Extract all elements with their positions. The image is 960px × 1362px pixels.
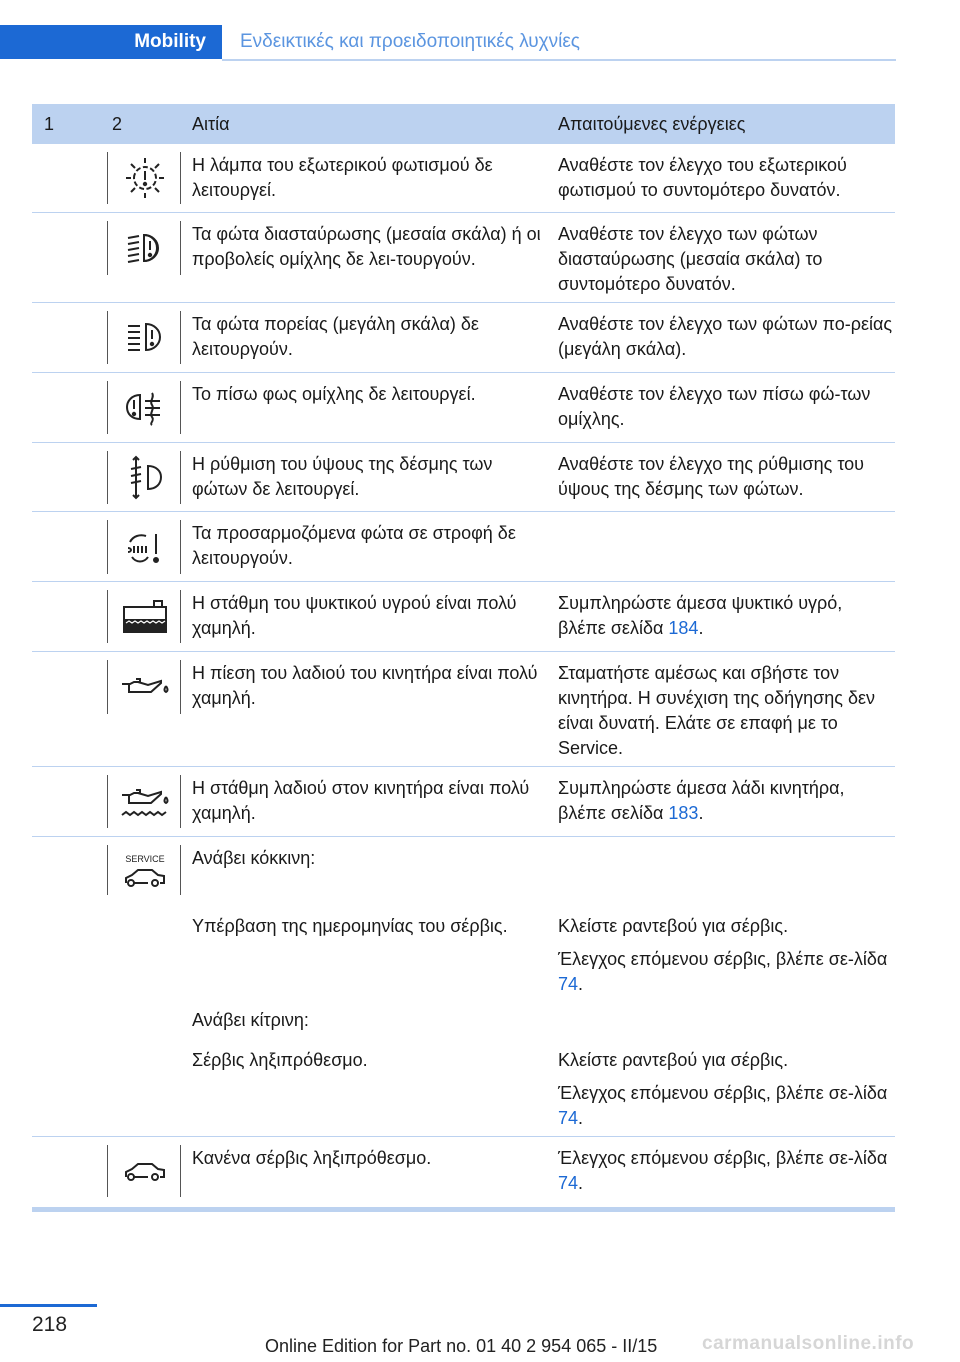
page-link-74[interactable]: 74 — [558, 1173, 579, 1193]
page-link-184[interactable]: 184 — [668, 618, 699, 638]
action-text: Έλεγχος επόμενου σέρβις, βλέπε σε-λίδα 74. — [558, 1148, 888, 1193]
table-row — [32, 373, 895, 443]
cause-text: Κανένα σέρβις ληξιπρόθεσμο. — [192, 1148, 432, 1168]
rear-fog-light-warning-icon — [107, 381, 181, 434]
table-bottom-rule — [32, 1207, 895, 1212]
service-yellow-action: Κλείστε ραντεβού για σέρβις. — [558, 1050, 789, 1070]
column-header-2: 2 — [112, 114, 123, 134]
page-link-74[interactable]: 74 — [558, 974, 579, 994]
action-text: Σταματήστε αμέσως και σβήστε τον κινητήρα. Η συνέχιση της οδήγησης δεν είναι δυνατή. Ελάτε σε επαφή με το Service. — [558, 663, 876, 758]
cause-text: Τα φώτα πορείας (μεγάλη σκάλα) δε λειτουργούν. — [192, 314, 479, 359]
service-yellow-heading: Ανάβει κίτρινη: — [192, 1010, 309, 1030]
table-row — [32, 767, 895, 837]
section-tab-mobility[interactable]: Mobility — [0, 25, 222, 59]
action-text: Αναθέστε τον έλεγχο των πίσω φώ-των ομίχλης. — [558, 384, 871, 429]
action-text: Αναθέστε τον έλεγχο του εξωτερικού φωτισμού το συντομότερο δυνατόν. — [558, 155, 847, 200]
action-text: Αναθέστε τον έλεγχο της ρύθμισης του ύψους της δέσμης των φώτων. — [558, 454, 865, 499]
chapter-title[interactable]: Ενδεικτικές και προειδοποιητικές λυχνίες — [240, 31, 580, 52]
header-rule — [222, 59, 896, 61]
action-text: Συμπληρώστε άμεσα ψυκτικό υγρό, βλέπε σελίδα 184. — [558, 593, 843, 638]
page-number-rule — [0, 1304, 97, 1307]
watermark: carmanualsonline.info — [702, 1333, 915, 1354]
cause-text: Η λάμπα του εξωτερικού φωτισμού δε λειτουργεί. — [192, 155, 493, 200]
car-service-icon — [107, 1145, 181, 1197]
low-beam-warning-icon — [107, 221, 181, 275]
service-red-cause: Υπέρβαση της ημερομηνίας του σέρβις. — [192, 916, 508, 936]
service-red-heading: Ανάβει κόκκινη: — [192, 848, 316, 868]
cause-text: Η στάθμη του ψυκτικού υγρού είναι πολύ χαμηλή. — [192, 593, 517, 638]
table-row — [32, 1137, 895, 1205]
cause-text: Η πίεση του λαδιού του κινητήρα είναι πολύ χαμηλή. — [192, 663, 538, 708]
table-header — [32, 104, 895, 144]
page-link-183[interactable]: 183 — [668, 803, 699, 823]
table-row — [32, 443, 895, 512]
service-yellow-next: Έλεγχος επόμενου σέρβις, βλέπε σε-λίδα 74. — [558, 1083, 888, 1128]
service-red-action: Κλείστε ραντεβού για σέρβις. — [558, 916, 789, 936]
edition-text: Online Edition for Part no. 01 40 2 954 065 - II/15 — [265, 1336, 658, 1356]
oil-pressure-icon — [107, 660, 181, 714]
table-row — [32, 213, 895, 303]
headlight-range-warning-icon — [107, 451, 181, 504]
column-header-1: 1 — [44, 114, 55, 134]
action-text: Συμπληρώστε άμεσα λάδι κινητήρα, βλέπε σελίδα 183. — [558, 778, 845, 823]
table-row — [32, 582, 895, 652]
cause-text: Η ρύθμιση του ύψους της δέσμης των φώτων δε λειτουργεί. — [192, 454, 493, 499]
service-icon-label: SERVICE — [125, 854, 165, 864]
service-car-icon — [107, 845, 181, 895]
page-number: 218 — [32, 1313, 68, 1336]
table-row — [32, 303, 895, 373]
exterior-lighting-warning-icon — [107, 152, 181, 204]
cause-text: Τα φώτα διασταύρωσης (μεσαία σκάλα) ή οι προβολείς ομίχλης δε λει-τουργούν. — [192, 224, 541, 269]
table-row-service — [32, 837, 895, 1137]
warning-lights-table — [32, 104, 895, 1205]
table-row — [32, 652, 895, 767]
service-red-next: Έλεγχος επόμενου σέρβις, βλέπε σε-λίδα 74. — [558, 949, 888, 994]
coolant-level-icon — [107, 590, 181, 643]
service-yellow-cause: Σέρβις ληξιπρόθεσμο. — [192, 1050, 368, 1070]
high-beam-warning-icon — [107, 311, 181, 364]
cause-text: Η στάθμη λαδιού στον κινητήρα είναι πολύ χαμηλή. — [192, 778, 530, 823]
adaptive-light-warning-icon — [107, 520, 181, 574]
action-text: Αναθέστε τον έλεγχο των φώτων πο-ρείας (μεγάλη σκάλα). — [558, 314, 893, 359]
oil-level-icon — [107, 775, 181, 828]
cause-text: Τα προσαρμοζόμενα φώτα σε στροφή δε λειτουργούν. — [192, 523, 516, 568]
column-header-action: Απαιτούμενες ενέργειες — [558, 114, 746, 134]
action-text: Αναθέστε τον έλεγχο των φώτων διασταύρωσης (μεσαία σκάλα) το συντομότερο δυνατόν. — [558, 224, 823, 294]
table-row — [32, 144, 895, 213]
table-row — [32, 512, 895, 582]
cause-text: Το πίσω φως ομίχλης δε λειτουργεί. — [192, 384, 476, 404]
page-link-74[interactable]: 74 — [558, 1108, 579, 1128]
column-header-cause: Αιτία — [192, 114, 230, 134]
